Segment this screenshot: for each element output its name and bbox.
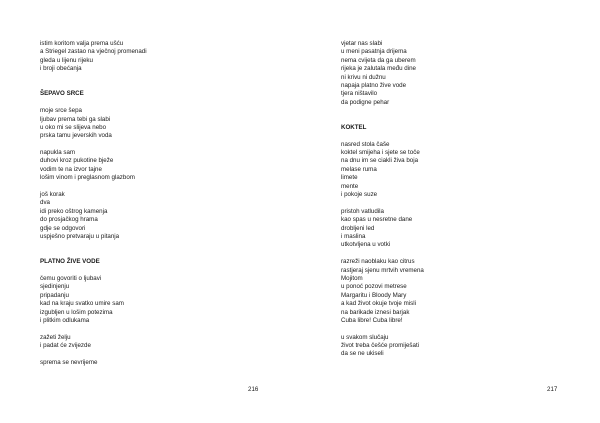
poem-line: istim koritom valja prema ušću	[40, 40, 124, 47]
poem-line: lošim vinom i preglasnom glazbom	[40, 174, 135, 182]
poem-line: sprema se nevrijeme	[40, 358, 98, 366]
poem-line: gleda u lijenu rijeku	[40, 56, 93, 64]
blank-line	[341, 116, 424, 124]
poem-line: i plitkim odlukama	[40, 316, 90, 324]
blank-line	[341, 199, 424, 207]
poem-line: dva	[40, 199, 50, 207]
poem-line: i pokoje suze	[341, 191, 378, 199]
poem-line: još korak	[40, 191, 65, 199]
poem-line: drobljeni led	[341, 224, 375, 232]
poem-line: mente	[341, 182, 359, 190]
poem-line: nema cvijeta da ga uberem	[341, 56, 416, 64]
poem-line: i maslina	[341, 232, 366, 240]
poem-line: do prosjačkog hrama	[40, 216, 98, 224]
blank-line	[341, 325, 424, 333]
poem-line: idi preko oštrog kamenja	[40, 207, 108, 215]
poem-line: da se ne ukiseli	[341, 350, 384, 358]
poem-line: a kad život okuje tvoje misli	[341, 300, 416, 308]
poem-line: koktel smijeha i sjete se toče	[341, 149, 420, 157]
poem-line: i padat će zvijezde	[40, 342, 91, 350]
poem-line: Mojitom	[341, 274, 363, 282]
blank-line	[40, 183, 147, 191]
poem-line: razreži naoblaku kao citrus	[341, 258, 415, 266]
poem-line: život treba češće promiješati	[341, 342, 420, 350]
poem-line: ljubav prema tebi ga slabi	[40, 115, 111, 123]
poem-line: rijeka je zalutala među dine	[341, 65, 416, 73]
poem-line: na dnu im se ciakli živa boja	[341, 157, 419, 165]
blank-line	[40, 350, 147, 358]
blank-line	[40, 74, 147, 82]
poem-line: napukla sam	[40, 149, 76, 157]
poem-line: pristoh vatludila	[341, 207, 384, 215]
poem-line: ni krivu ni dužnu	[341, 73, 386, 81]
poem-line: zažeti želju	[40, 333, 71, 341]
poem-line: napaja platno žive vode	[341, 81, 407, 89]
poem-line: vjetar nas slabi	[341, 40, 383, 47]
poem-line: na barikade iznesi barjak	[341, 308, 410, 316]
poem-line: vodim te na izvor tajne	[40, 165, 102, 173]
poem-line: utkotvljena u votki	[341, 241, 391, 249]
poem-line: pripadanju	[40, 291, 69, 299]
poem-line: prska tamu jeverskih voda	[40, 132, 112, 140]
poem-line: moje srce šepa	[40, 107, 82, 115]
poem-line: u meni pasatnja drijema	[341, 48, 407, 56]
poem-title: KOKTEL	[341, 123, 367, 131]
poem-line: rastjeraj sjenu mrtvih vremena	[341, 266, 424, 274]
poem-title: ŠEPAVO SRCE	[40, 90, 84, 98]
blank-line	[341, 250, 424, 258]
poem-line: sjedinjenju	[40, 283, 70, 291]
right-page	[300, 0, 600, 423]
poem-line: da podigne pehar	[341, 98, 390, 106]
poem-line: a Striegel zastao na vječnoj promenadi	[40, 48, 147, 56]
poem-title: PLATNO ŽIVE VODE	[40, 258, 100, 266]
blank-line	[40, 241, 147, 249]
poem-line: limete	[341, 174, 358, 182]
poem-line: Margaritu i Bloody Mary	[341, 291, 407, 299]
poem-line: u ponoć pozovi metrese	[341, 283, 407, 291]
poem-line: melase ruma	[341, 165, 377, 173]
poem-line: Cuba libre! Cuba libre!	[341, 316, 403, 324]
right-page-number: 217	[547, 386, 558, 393]
poem-line: nasred stola čaše	[341, 140, 390, 148]
poem-line: uspješno pretvaraju u pitanja	[40, 232, 120, 240]
blank-line	[40, 250, 147, 258]
blank-line	[341, 107, 424, 115]
poem-line: i broji obećanja	[40, 65, 82, 73]
poem-line: čemu govoriti o ljubavi	[40, 274, 102, 282]
right-page-text	[341, 40, 424, 359]
poem-line: gdje se odgovori	[40, 224, 86, 232]
poem-line: duhovi kroz pukotine bježe	[40, 157, 114, 165]
poem-line: kad na kraju svatko umire sam	[40, 300, 124, 308]
blank-line	[341, 132, 424, 140]
blank-line	[40, 141, 147, 149]
poem-line: u oko mi se slijeva nebo	[40, 123, 107, 131]
poem-line: kao spas u nesretne dane	[341, 216, 413, 224]
poem-line: tjera ništavilo	[341, 90, 378, 98]
left-page-number: 216	[248, 386, 259, 393]
blank-line	[40, 99, 147, 107]
left-page-text	[40, 40, 147, 367]
poem-line: izgubljen u lošim potezima	[40, 308, 113, 316]
poem-line: u svakom slučaju	[341, 333, 389, 341]
blank-line	[40, 325, 147, 333]
blank-line	[40, 267, 147, 275]
